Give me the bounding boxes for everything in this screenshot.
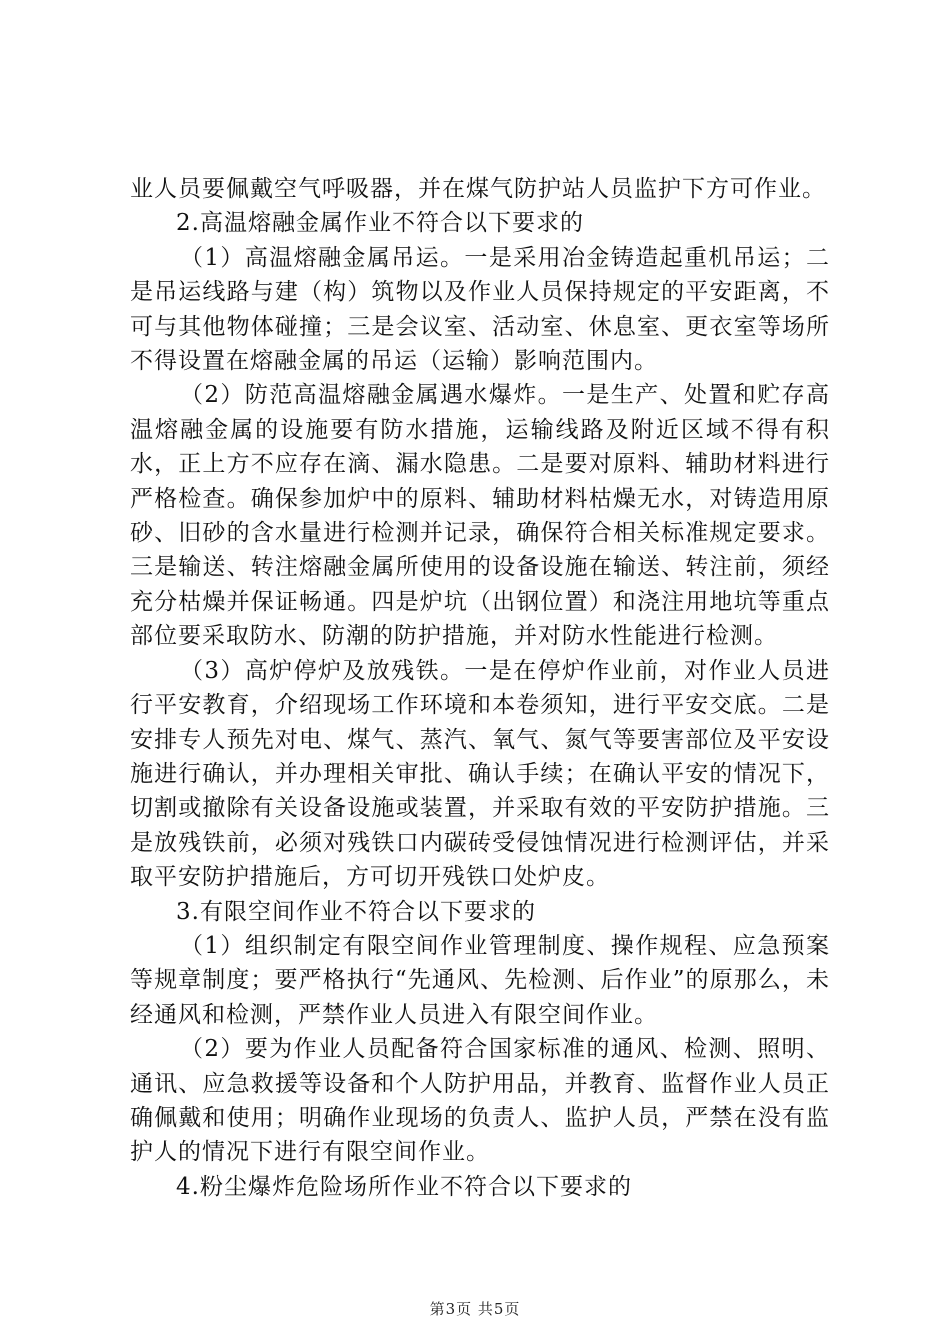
paragraph-item: （1）组织制定有限空间作业管理制度、操作规程、应急预案等规章制度；要严格执行“先通风、先检测、后作业”的原那么，未经通风和检测，严禁作业人员进入有限空间作业。 bbox=[130, 932, 830, 1028]
section-heading-3: 3.有限空间作业不符合以下要求的 bbox=[176, 898, 536, 925]
section-heading-2: 2.高温熔融金属作业不符合以下要求的 bbox=[176, 210, 584, 237]
paragraph-item: （3）高炉停炉及放残铁。一是在停炉作业前，对作业人员进行平安教育，介绍现场工作环境和本卷须知，进行平安交底。二是安排专人预先对电、煤气、蒸汽、氧气、氮气等要害部位及平安设施进行确认，并办理相关审批、确认手续；在确认平安的情况下，切割或撤除有关设备设施或装置，并采取有效的平安防护措施。三是放残铁前，必须对残铁口内碳砖受侵蚀情况进行检测评估，并采取平安防护措施后，方可切开残铁口处炉皮。 bbox=[130, 657, 830, 891]
paragraph-item: （2）要为作业人员配备符合国家标准的通风、检测、照明、通讯、应急救援等设备和个人防护用品，并教育、监督作业人员正确佩戴和使用；明确作业现场的负责人、监护人员，严禁在没有监护人的情况下进行有限空间作业。 bbox=[130, 1036, 830, 1166]
paragraph-continuation: 业人员要佩戴空气呼吸器，并在煤气防护站人员监护下方可作业。 bbox=[130, 176, 826, 202]
paragraph-item: （1）高温熔融金属吊运。一是采用冶金铸造起重机吊运；二是吊运线路与建（构）筑物以及作业人员保持规定的平安距离，不可与其他物体碰撞；三是会议室、活动室、休息室、更衣室等场所不得设置在熔融金属的吊运（运输）影响范围内。 bbox=[130, 244, 830, 375]
section-heading-4: 4.粉尘爆炸危险场所作业不符合以下要求的 bbox=[176, 1173, 632, 1200]
page-number-footer: 第3页 共5页 bbox=[429, 1300, 521, 1318]
paragraph-item: （2）防范高温熔融金属遇水爆炸。一是生产、处置和贮存高温熔融金属的设施要有防水措施，运输线路及附近区域不得有积水，正上方不应存在滴、漏水隐患。二是要对原料、辅助材料进行严格检查。确保参加炉中的原料、辅助材料枯燥无水，对铸造用原砂、旧砂的含水量进行检测并记录，确保符合相关标准规定要求。三是输送、转注熔融金属所使用的设备设施在输送、转注前，须经充分枯燥并保证畅通。四是炉坑（出钢位置）和浇注用地坑等重点部位要采取防水、防潮的防护措施，并对防水性能进行检测。 bbox=[130, 382, 830, 650]
document-body bbox=[130, 172, 830, 1204]
